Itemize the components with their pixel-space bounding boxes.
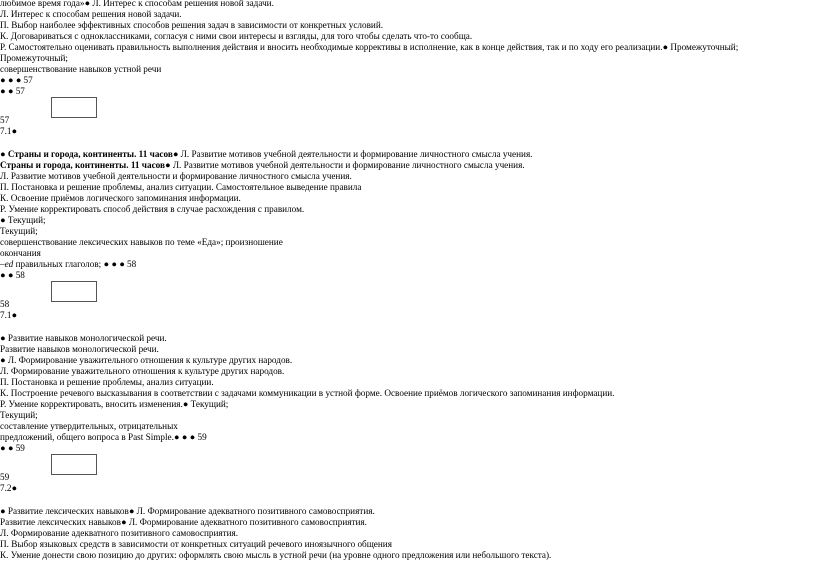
line-text: 7.2● xyxy=(0,483,18,493)
text-line xyxy=(0,517,367,528)
line-text: Текущий; xyxy=(0,410,38,420)
text-line xyxy=(0,193,241,204)
text-line xyxy=(0,299,9,310)
text-line xyxy=(0,421,178,432)
line-text: Л. Интерес к способам решения новой задачи. xyxy=(0,9,182,19)
line-text: Промежуточный; xyxy=(0,53,68,63)
line-text: окончания xyxy=(0,248,41,258)
line-text: П. Выбор наиболее эффективных способов решения задач в зависимости от конкретных условий. xyxy=(0,20,384,30)
line-text: Л. Формирование адекватного позитивного самовосприятия. xyxy=(0,528,239,538)
line-text: Л. Формирование уважительного отношения к культуре других народов. xyxy=(0,366,285,376)
text-line xyxy=(0,410,38,421)
text-line xyxy=(0,20,383,31)
text-line xyxy=(0,75,33,86)
line-text: составление утвердительных, отрицательных xyxy=(0,421,178,431)
italic-text: –ed xyxy=(0,259,14,269)
text-line xyxy=(0,237,283,248)
text-line xyxy=(0,355,292,366)
text-line xyxy=(0,149,532,160)
line-text: ● ● ● 57 xyxy=(0,75,33,85)
text-line xyxy=(0,333,167,344)
bold-heading: ● Страны и города, континенты. 11 часов● xyxy=(0,149,179,159)
text-line xyxy=(0,226,38,237)
line-text: П. Выбор языковых средств в зависимости от конкретных ситуаций речевого иноязычного общения xyxy=(0,539,392,549)
line-text: К. Освоение приёмов логического запоминания информации. xyxy=(0,193,241,203)
text-line xyxy=(0,248,41,259)
line-text: 7.1● xyxy=(0,310,18,320)
text-line xyxy=(0,472,9,483)
text-line xyxy=(0,204,304,215)
text-line xyxy=(0,528,238,539)
text-line xyxy=(0,388,614,399)
line-text: К. Построение речевого высказывания в соответствии с задачами коммуникации в устной форме. Освоение приёмов логического запоминания информации. xyxy=(0,388,615,398)
text-line xyxy=(0,31,472,42)
text-line xyxy=(0,53,68,64)
line-text: ● Развитие навыков монологической речи. xyxy=(0,333,167,343)
line-text: Текущий; xyxy=(0,226,38,236)
text-line xyxy=(0,126,17,137)
text-line xyxy=(0,86,25,97)
line-text: Р. Умение корректировать, вносить изменения.● Текущий; xyxy=(0,399,229,409)
line-text: Л. Развитие мотивов учебной деятельности и формирование личностного смысла учения. xyxy=(0,171,352,181)
line-text: 58 xyxy=(0,299,10,309)
text-line xyxy=(0,182,361,193)
text-line xyxy=(0,443,25,454)
line-text: правильных глаголов; ● ● ● 58 xyxy=(13,259,137,269)
line-text: Р. Умение корректировать способ действия в случае расхождения с правилом. xyxy=(0,204,305,214)
line-text: 57 xyxy=(0,115,10,125)
line-text: К. Умение донести свою позицию до других: оформлять свою мысль в устной речи (на уровне одного предложения или небольшого текста). xyxy=(0,550,552,560)
line-text: П. Постановка и решение проблемы, анализ ситуации. xyxy=(0,377,214,387)
line-text: Развитие лексических навыков● Л. Формирование адекватного позитивного самовосприятия. xyxy=(0,517,367,527)
line-text: Р. Самостоятельно оценивать правильность выполнения действия и вносить необходимые коррективы в исполнение, как в конце действия, так и по ходу его реализации.● Промежуточный; xyxy=(0,42,739,52)
text-line xyxy=(0,310,17,321)
line-text: П. Постановка и решение проблемы, анализ ситуации. Самостоятельное выведение правила xyxy=(0,182,362,192)
text-line xyxy=(0,215,46,226)
line-text: ● Развитие лексических навыков● Л. Формирование адекватного позитивного самовосприятия. xyxy=(0,506,375,516)
text-line xyxy=(0,539,392,550)
text-line xyxy=(0,432,207,443)
line-text: ● Л. Формирование уважительного отношения к культуре других народов. xyxy=(0,355,293,365)
line-text: совершенствование лексических навыков по теме «Еда»; произношение xyxy=(0,237,283,247)
line-text: предложений, общего вопроса в Past Simple.● ● ● 59 xyxy=(0,432,207,442)
line-text: 7.1● xyxy=(0,126,18,136)
empty-image-box xyxy=(51,454,97,475)
line-text: ● ● 59 xyxy=(0,443,25,453)
text-line xyxy=(0,506,375,517)
text-line xyxy=(0,377,214,388)
text-line xyxy=(0,115,9,126)
text-line xyxy=(0,160,525,171)
text-line xyxy=(0,366,284,377)
empty-image-box xyxy=(51,97,97,118)
empty-image-box xyxy=(51,281,97,302)
line-text: Развитие навыков монологической речи. xyxy=(0,344,159,354)
line-text: Л. Развитие мотивов учебной деятельности и формирование личностного смысла учения. xyxy=(178,149,533,159)
line-text: 59 xyxy=(0,472,10,482)
line-text: ● ● 58 xyxy=(0,270,25,280)
text-line xyxy=(0,9,182,20)
bold-heading: Страны и города, континенты. 11 часов● xyxy=(0,160,171,170)
text-line xyxy=(0,399,228,410)
line-text: ● Текущий; xyxy=(0,215,46,225)
line-text: ● ● 57 xyxy=(0,86,25,96)
text-line xyxy=(0,259,136,270)
line-text: любимое время года»● Л. Интерес к способам решения новой задачи. xyxy=(0,0,274,8)
line-text: совершенствование навыков устной речи xyxy=(0,64,162,74)
text-line xyxy=(0,0,274,9)
text-line xyxy=(0,344,159,355)
line-text: К. Договариваться с одноклассниками, согласуя с ними свои интересы и взгляды, для того чтобы сделать что-то сообща. xyxy=(0,31,473,41)
text-line xyxy=(0,171,352,182)
text-line xyxy=(0,42,738,53)
text-line xyxy=(0,64,161,75)
text-line xyxy=(0,483,17,494)
text-line xyxy=(0,270,25,281)
line-text: Л. Развитие мотивов учебной деятельности и формирование личностного смысла учения. xyxy=(170,160,525,170)
